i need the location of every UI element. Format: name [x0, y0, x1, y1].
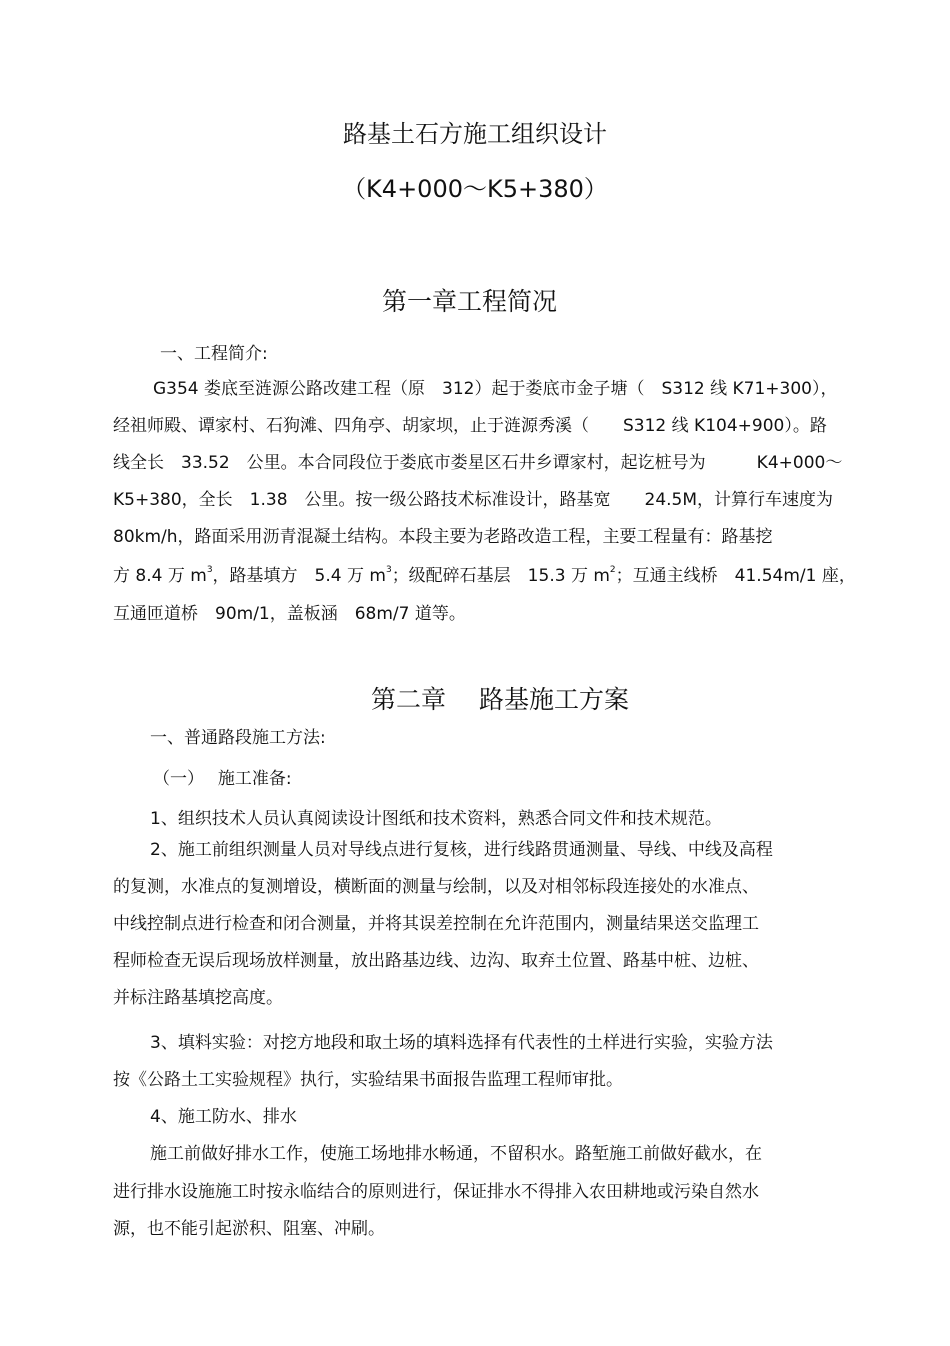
list-item: 3、填料实验：对挖方地段和取土场的填料选择有代表性的土样进行实验，实验方法	[150, 1033, 773, 1053]
paragraph-line: 的复测，水准点的复测增设，横断面的测量与绘制，以及对相邻标段连接处的水准点、	[113, 877, 759, 897]
section-heading: 一、普通路段施工方法:	[150, 728, 326, 748]
quantity-text: ；级配碎石基层 15.3 万 m	[391, 566, 610, 586]
paragraph-line: 80km/h，路面采用沥青混凝土结构。本段主要为老路改造工程，主要工程量有：路基挖	[113, 527, 773, 547]
document-subtitle: （K4+000～K5+380）	[342, 175, 608, 203]
paragraph-line: 施工前做好排水工作，使施工场地排水畅通，不留积水。路堑施工前做好截水，在	[150, 1144, 762, 1164]
paragraph-line: 并标注路基填挖高度。	[113, 988, 283, 1008]
paragraph-line: G354 娄底至涟源公路改建工程（原 312）起于娄底市金子塘（ S312 线 K71+300），	[153, 379, 838, 399]
document-title: 路基土石方施工组织设计	[343, 120, 607, 148]
chapter2-heading: 第二章 路基施工方案	[371, 685, 629, 714]
paragraph-line: 中线控制点进行检查和闭合测量，并将其误差控制在允许范围内，测量结果送交监理工	[113, 914, 759, 934]
paragraph-line: 进行排水设施施工时按永临结合的原则进行，保证排水不得排入农田耕地或污染自然水	[113, 1182, 759, 1202]
list-item: 2、施工前组织测量人员对导线点进行复核，进行线路贯通测量、导线、中线及高程	[150, 840, 773, 860]
unit-exponent: 3	[206, 565, 213, 575]
unit-exponent: 2	[609, 565, 616, 575]
chapter1-heading: 第一章工程简况	[382, 287, 558, 316]
unit-exponent: 3	[385, 565, 392, 575]
paragraph-line: 线全长 33.52 公里。本合同段位于娄底市娄星区石井乡谭家村，起讫桩号为 K4+000～	[113, 453, 843, 473]
paragraph-line: 按《公路土工实验规程》执行，实验结果书面报告监理工程师审批。	[113, 1070, 623, 1090]
quantity-text: ，路基填方 5.4 万 m	[212, 566, 386, 586]
paragraph-line: K5+380，全长 1.38 公里。按一级公路技术标准设计，路基宽 24.5M，计算行车速度为	[113, 490, 834, 510]
paragraph-line: 互通匝道桥 90m/1，盖板涵 68m/7 道等。	[113, 604, 466, 624]
quantity-text: ；互通主线桥 41.54m/1 座，	[615, 566, 856, 586]
subsection-heading: （一） 施工准备:	[153, 769, 292, 789]
section-heading: 一、工程简介:	[160, 344, 268, 364]
quantity-text: 方 8.4 万 m	[113, 566, 207, 586]
paragraph-line: 源，也不能引起淤积、阻塞、冲刷。	[113, 1219, 385, 1239]
paragraph-line	[113, 565, 856, 587]
list-item-heading: 4、施工防水、排水	[150, 1107, 297, 1127]
list-item: 1、组织技术人员认真阅读设计图纸和技术资料，熟悉合同文件和技术规范。	[150, 809, 722, 829]
paragraph-line: 程师检查无误后现场放样测量，放出路基边线、边沟、取弃土位置、路基中桩、边桩、	[113, 951, 759, 971]
paragraph-line: 经祖师殿、谭家村、石狗滩、四角亭、胡家坝，止于涟源秀溪（ S312 线 K104+900）。路	[113, 416, 827, 436]
